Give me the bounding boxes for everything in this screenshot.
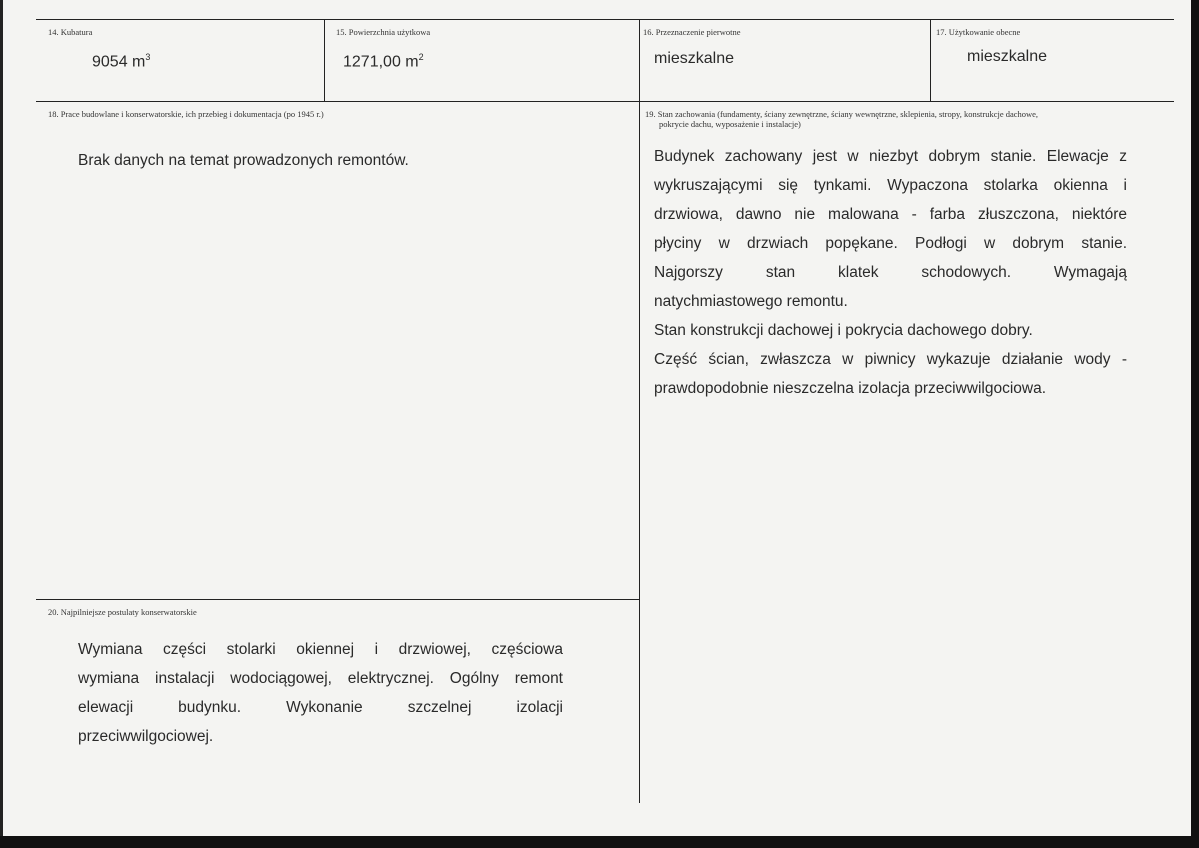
postulaty-label: 20. Najpilniejsze postulaty konserwatorskie xyxy=(48,607,197,617)
stan-label-line2: pokrycie dachu, wyposażenie i instalacje) xyxy=(659,119,801,129)
prace-label: 18. Prace budowlane i konserwatorskie, ich przebieg i dokumentacja (po 1945 r.) xyxy=(48,109,324,119)
postulaty-line: przeciwwilgociowej. xyxy=(78,728,214,745)
kubatura-label: 14. Kubatura xyxy=(48,27,93,37)
col-divider-main xyxy=(639,19,640,803)
stan-line: wykruszającymi się tynkami. Wypaczona stolarka okienna i xyxy=(654,177,1127,194)
stan-line: płyciny w drzwiach popękane. Podłogi w dobrym stanie. xyxy=(654,235,1127,252)
stan-label xyxy=(645,109,1165,129)
stan-line: Stan konstrukcji dachowej i pokrycia dachowego dobry. xyxy=(654,322,1033,339)
stan-line: natychmiastowego remontu. xyxy=(654,293,848,310)
powierzchnia-value: 1271,00 $m^2$ xyxy=(343,52,424,71)
postulaty-line: wymiana instalacji wodociągowej, elektrycznej. Ogólny remont xyxy=(78,670,563,687)
uzytkowanie-label: 17. Użytkowanie obecne xyxy=(936,27,1021,37)
stan-line: Budynek zachowany jest w niezbyt dobrym stanie. Elewacje z xyxy=(654,148,1127,165)
stan-line: drzwiowa, dawno nie malowana - farba złuszczona, niektóre xyxy=(654,206,1127,223)
section-divider xyxy=(36,599,640,600)
scan-edge-bottom xyxy=(0,836,1199,848)
kubatura-value: 9054 $m^3$ xyxy=(92,52,151,71)
scan-edge-left xyxy=(0,0,3,848)
col-divider-1 xyxy=(324,19,325,101)
przeznaczenie-label: 16. Przeznaczenie pierwotne xyxy=(643,27,741,37)
prace-text: Brak danych na temat prowadzonych remontów. xyxy=(78,152,409,169)
stan-text xyxy=(654,142,1127,403)
stan-line: Część ścian, zwłaszcza w piwnicy wykazuje działanie wody - xyxy=(654,351,1127,368)
col-divider-3 xyxy=(930,19,931,101)
top-rule xyxy=(36,19,1174,20)
scan-edge-right xyxy=(1191,0,1199,848)
postulaty-line: Wymiana części stolarki okiennej i drzwiowej, częściowa xyxy=(78,641,563,658)
row-divider xyxy=(36,101,1174,102)
stan-line: Najgorszy stan klatek schodowych. Wymagają xyxy=(654,264,1127,281)
uzytkowanie-value: mieszkalne xyxy=(967,48,1048,65)
stan-line: prawdopodobnie nieszczelna izolacja przeciwwilgociowa. xyxy=(654,380,1047,397)
postulaty-line: elewacji budynku. Wykonanie szczelnej izolacji xyxy=(78,699,563,716)
przeznaczenie-value: mieszkalne xyxy=(654,50,735,67)
stan-label-line1: 19. Stan zachowania (fundamenty, ściany zewnętrzne, ściany wewnętrzne, sklepienia, stropy, konstrukcje dachowe, xyxy=(645,109,1039,119)
powierzchnia-label: 15. Powierzchnia użytkowa xyxy=(336,27,431,37)
postulaty-text xyxy=(78,635,563,751)
